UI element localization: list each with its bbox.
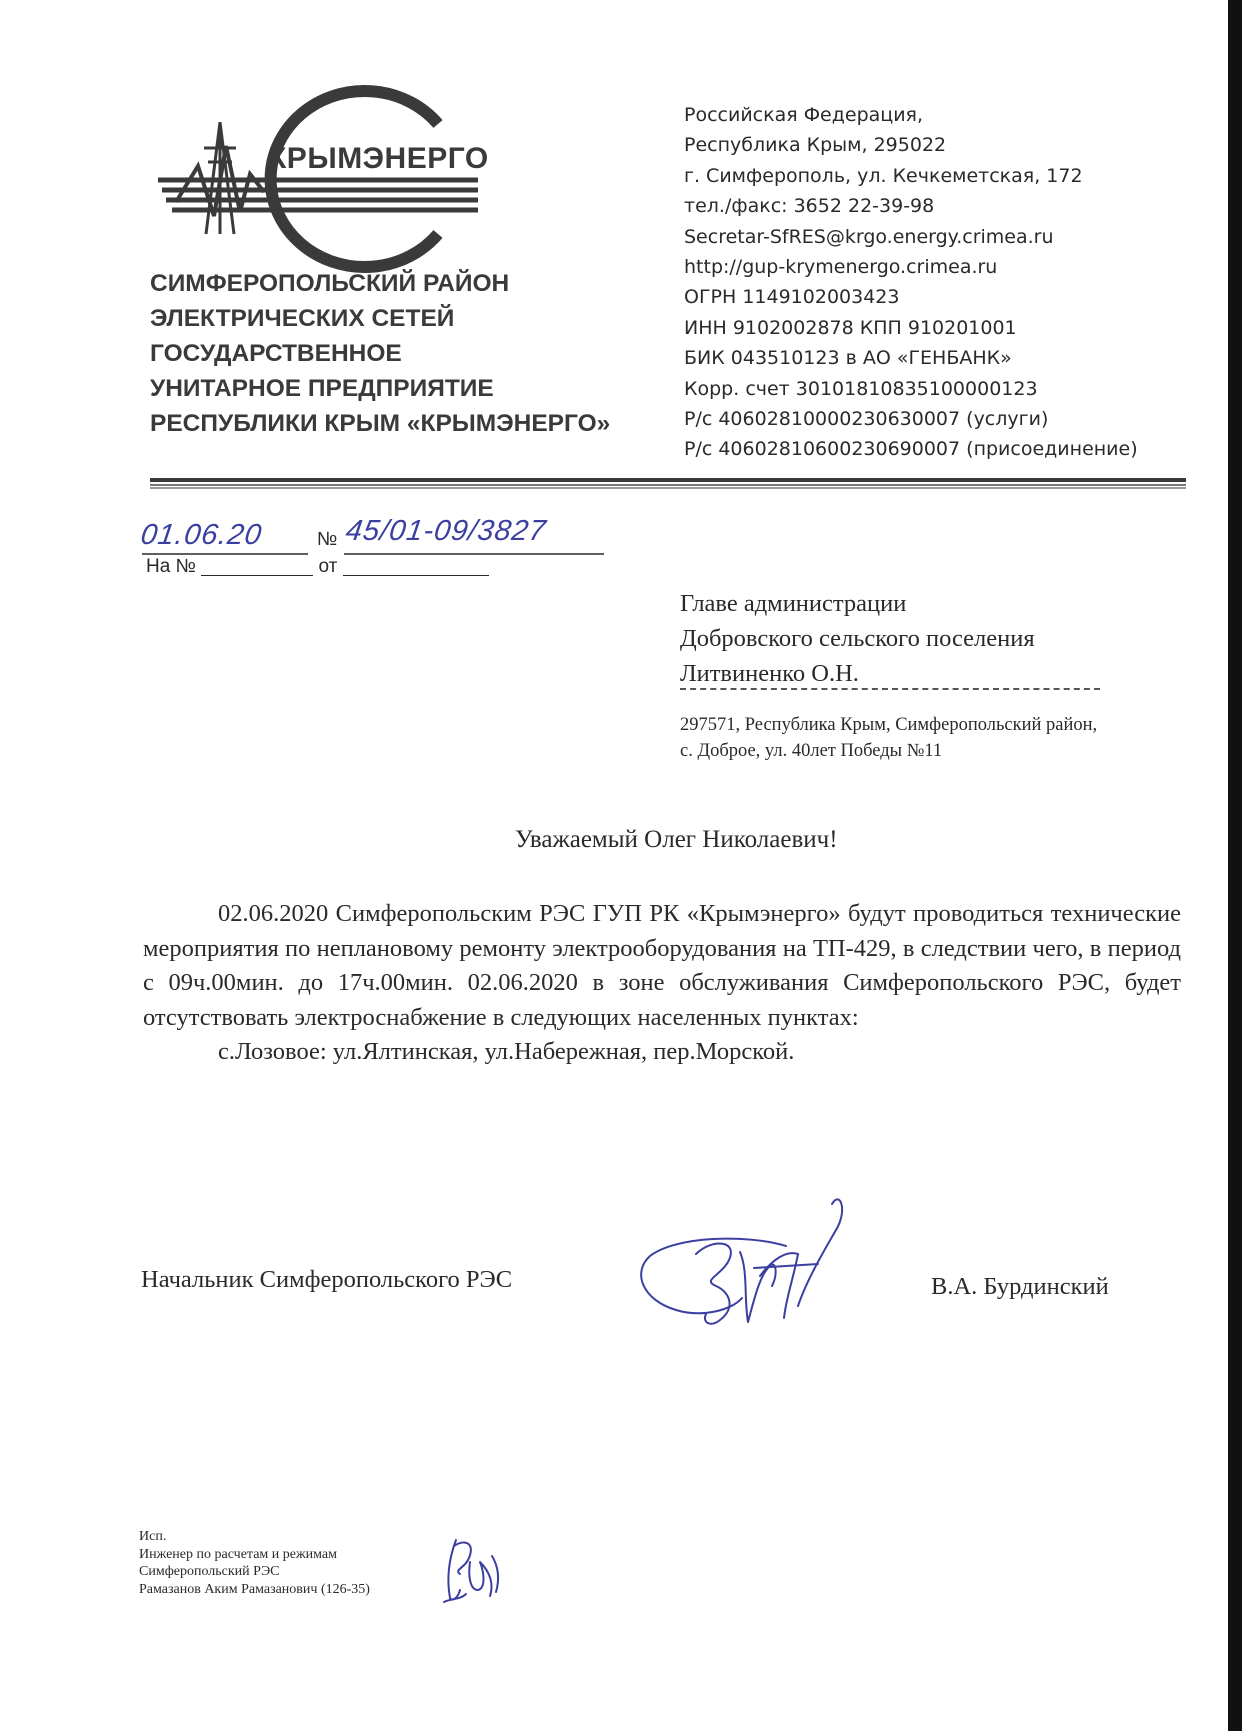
addressee-line: Добровского сельского поселения	[680, 625, 1035, 652]
handwritten-signature	[636, 1190, 876, 1340]
addressee-address	[680, 712, 1097, 764]
address-line: 297571, Республика Крым, Симферопольский район,	[680, 715, 1098, 735]
contact-line: г. Симферополь, ул. Кечкеметская, 172	[684, 164, 1083, 187]
reference-prefix: На №	[146, 556, 196, 577]
executor-initials	[440, 1532, 510, 1606]
scan-edge	[1228, 0, 1242, 1731]
address-line: с. Доброе, ул. 40лет Победы №11	[680, 741, 943, 761]
letter-paragraph: 02.06.2020 Симферопольским РЭС ГУП РК «Крымэнерго» будут проводиться технические мероприятия по неплановому ремонту электрооборудования на ТП-429, в следствии чего, в период с 09ч.00мин. до 17ч.00мин. 02.06.2020 в зоне обслуживания Симферопольского РЭС, будет отсутствовать электроснабжение в следующих населенных пунктах:	[143, 900, 1181, 1031]
organization-line: РЕСПУБЛИКИ КРЫМ «КРЫМЭНЕРГО»	[150, 410, 611, 437]
organization-line: УНИТАРНОЕ ПРЕДПРИЯТИЕ	[150, 375, 494, 402]
addressee-divider	[680, 688, 1100, 690]
contact-details	[684, 100, 1204, 465]
signatory-name: В.А. Бурдинский	[931, 1273, 1109, 1300]
contact-email[interactable]: Secretar-SfRES@krgo.energy.crimea.ru	[684, 225, 1054, 248]
contact-line: Российская Федерация,	[684, 104, 924, 126]
executor-line: Инженер по расчетам и режимам	[139, 1546, 337, 1562]
organization-line: ЭЛЕКТРИЧЕСКИХ СЕТЕЙ	[150, 305, 455, 332]
outgoing-date: 01.06.20	[138, 519, 265, 551]
addressee-line: Литвиненко О.Н.	[680, 660, 859, 687]
contact-line: БИК 043510123 в АО «ГЕНБАНК»	[684, 347, 1012, 370]
organization-line: СИМФЕРОПОЛЬСКИЙ РАЙОН	[150, 270, 510, 297]
contact-line: Р/с 40602810600230690007 (присоединение)	[684, 438, 1138, 461]
organization-name	[150, 266, 630, 441]
executor-info	[139, 1528, 370, 1598]
salutation: Уважаемый Олег Николаевич!	[515, 826, 838, 853]
executor-line: Рамазанов Аким Рамазанович (126-35)	[139, 1581, 370, 1597]
logo-brand-name: КРЫМЭНЕРГО	[268, 142, 489, 175]
executor-line: Исп.	[139, 1529, 167, 1544]
header-divider	[150, 478, 1186, 490]
contact-line: ИНН 9102002878 КПП 910201001	[684, 316, 1017, 339]
outgoing-number: 45/01-09/3827	[343, 515, 549, 547]
letter-body	[143, 897, 1181, 1070]
signatory-position: Начальник Симферопольского РЭС	[141, 1266, 513, 1293]
contact-line: тел./факс: 3652 22-39-98	[684, 195, 935, 218]
contact-line: Корр. счет 30101810835100000123	[684, 377, 1038, 400]
number-sign: №	[317, 529, 338, 550]
reference-number-blank	[201, 557, 313, 576]
contact-line: Р/с 40602810000230630007 (услуги)	[684, 408, 1049, 431]
reference-from-label: от	[318, 556, 338, 577]
reference-date-blank	[343, 557, 489, 576]
krymenergo-logo	[148, 84, 498, 274]
addressee-block	[680, 586, 1035, 691]
contact-line: Республика Крым, 295022	[684, 134, 947, 157]
contact-website[interactable]: http://gup-krymenergo.crimea.ru	[684, 256, 998, 279]
addressee-line: Главе администрации	[680, 590, 907, 617]
organization-line: ГОСУДАРСТВЕННОЕ	[150, 340, 402, 367]
contact-line: ОГРН 1149102003423	[684, 286, 900, 309]
executor-line: Симферопольский РЭС	[139, 1564, 280, 1579]
affected-locations: с.Лозовое: ул.Ялтинская, ул.Набережная, пер.Морской.	[218, 1038, 795, 1065]
reference-line	[146, 556, 489, 578]
